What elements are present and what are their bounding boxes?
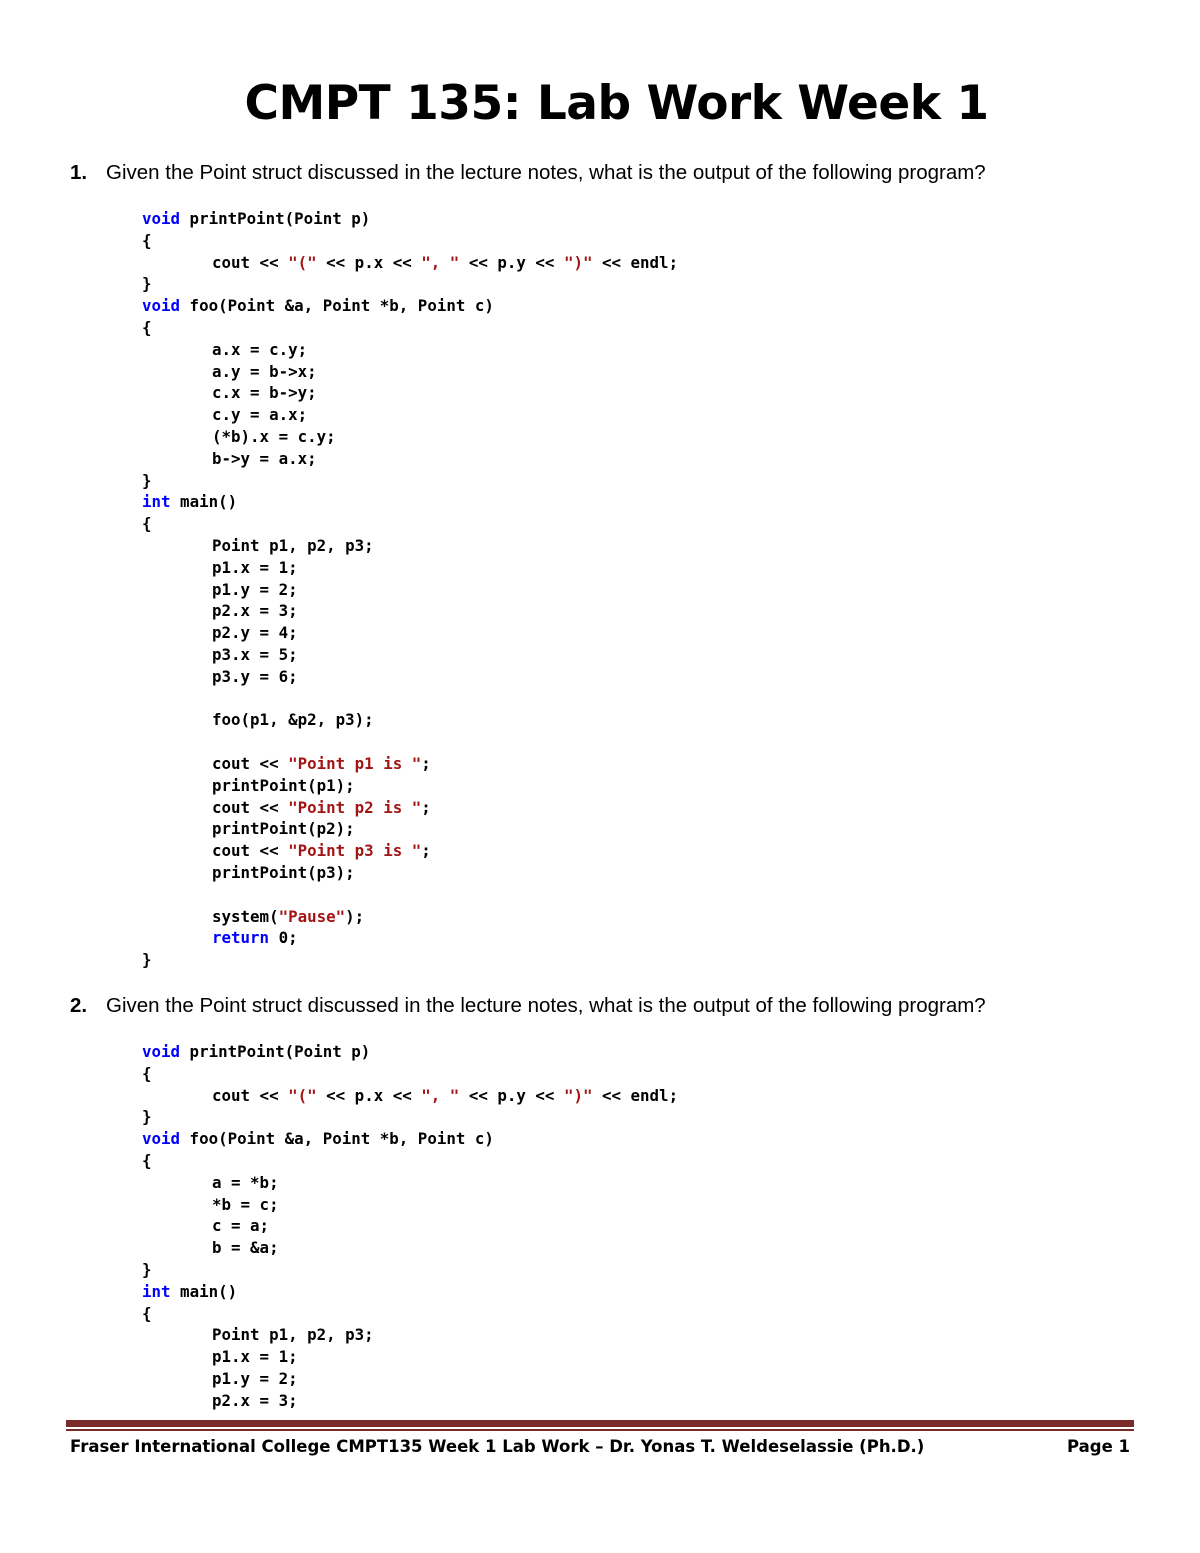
question-number: 2. <box>70 994 88 1017</box>
code-text: c = a; <box>212 1216 270 1236</box>
code-text: { <box>142 230 152 250</box>
code-text: printPoint(p3); <box>212 862 355 882</box>
code-text: ); <box>345 906 365 926</box>
code-text: cout << <box>212 1085 289 1105</box>
code-line <box>142 252 678 274</box>
code-line <box>142 709 678 731</box>
code-text: p1.x = 1; <box>212 1347 298 1367</box>
page-number: Page 1 <box>1066 1437 1130 1456</box>
code-keyword: return <box>212 928 270 948</box>
question-number: 1. <box>70 161 88 184</box>
code-line <box>142 1194 678 1216</box>
code-text: *b = c; <box>212 1194 279 1214</box>
code-text: a = *b; <box>212 1172 279 1192</box>
code-text: << p.y << <box>459 1085 564 1105</box>
code-text: main() <box>170 492 238 512</box>
footer-divider-thin <box>66 1429 1134 1431</box>
code-text: printPoint(p1); <box>212 775 355 795</box>
code-text: { <box>142 1063 152 1083</box>
code-string: ")" <box>563 1085 593 1105</box>
code-line <box>142 949 678 971</box>
code-line <box>142 579 678 601</box>
code-line <box>142 1172 678 1194</box>
code-line <box>142 622 678 644</box>
code-text: a.x = c.y; <box>212 339 308 359</box>
code-text: p1.x = 1; <box>212 557 298 577</box>
code-line <box>142 927 678 949</box>
code-line <box>142 1106 678 1128</box>
code-line <box>142 797 678 819</box>
code-keyword: void <box>142 209 181 228</box>
code-text: << p.x << <box>316 252 422 272</box>
code-text: printPoint(p2); <box>212 819 355 839</box>
code-string: "(" <box>288 1085 317 1105</box>
code-line <box>142 818 678 840</box>
code-line <box>142 1063 678 1085</box>
code-line <box>142 731 678 753</box>
code-text: p2.x = 3; <box>212 1390 298 1410</box>
code-keyword: void <box>142 296 181 316</box>
code-text: p1.y = 2; <box>212 1368 298 1388</box>
question-1 <box>70 160 1150 186</box>
code-text: p3.x = 5; <box>212 644 298 664</box>
code-line <box>142 1259 678 1281</box>
code-line <box>142 906 678 928</box>
code-line <box>142 666 678 688</box>
code-text: } <box>142 274 152 294</box>
code-line <box>142 426 678 448</box>
code-line <box>142 775 678 797</box>
code-line <box>142 1346 678 1368</box>
code-line <box>142 491 678 513</box>
code-text: Point p1, p2, p3; <box>212 1325 374 1345</box>
code-text: { <box>142 1150 152 1170</box>
code-text: ; <box>421 753 431 773</box>
code-text: c.x = b->y; <box>212 383 317 403</box>
code-text: foo(p1, &p2, p3); <box>212 710 374 730</box>
code-line <box>142 361 678 383</box>
code-text: cout << <box>212 753 289 773</box>
code-text: ; <box>421 797 431 817</box>
code-line <box>142 295 678 317</box>
code-line <box>142 230 678 252</box>
code-block-1 <box>142 208 678 971</box>
code-text: system( <box>212 906 279 926</box>
code-text: ; <box>421 841 431 861</box>
question-text: Given the Point struct discussed in the lecture notes, what is the output of the following program? <box>106 994 986 1017</box>
code-line <box>142 840 678 862</box>
code-text: { <box>142 317 152 337</box>
code-line <box>142 317 678 339</box>
code-line <box>142 1215 678 1237</box>
code-keyword: int <box>142 492 171 512</box>
code-line <box>142 448 678 470</box>
document-title: CMPT 135: Lab Work Week 1 <box>244 76 989 131</box>
code-text: << endl; <box>592 1085 679 1105</box>
code-line <box>142 273 678 295</box>
code-text: (*b).x = c.y; <box>212 426 336 446</box>
code-text: { <box>142 1303 152 1323</box>
code-string: ", " <box>421 1085 460 1105</box>
code-text: p1.y = 2; <box>212 579 298 599</box>
code-text: { <box>142 514 152 534</box>
code-line <box>142 1281 678 1303</box>
code-text: a.y = b->x; <box>212 361 317 381</box>
code-string: "Point p3 is " <box>288 841 422 861</box>
code-line <box>142 513 678 535</box>
code-line <box>142 862 678 884</box>
code-text: Point p1, p2, p3; <box>212 535 374 555</box>
code-text: b->y = a.x; <box>212 448 317 468</box>
question-2 <box>70 993 1150 1019</box>
footer-divider <box>66 1420 1134 1427</box>
code-text: main() <box>170 1281 238 1301</box>
code-line <box>142 557 678 579</box>
code-line <box>142 688 678 710</box>
code-line <box>142 884 678 906</box>
code-text: printPoint(Point p) <box>180 209 371 228</box>
code-text: cout << <box>212 797 289 817</box>
code-line <box>142 339 678 361</box>
code-keyword: void <box>142 1042 181 1061</box>
code-line <box>142 1085 678 1107</box>
code-line <box>142 1303 678 1325</box>
code-line <box>142 644 678 666</box>
code-text: << p.y << <box>459 252 564 272</box>
code-text: } <box>142 1259 152 1279</box>
code-text: << p.x << <box>316 1085 422 1105</box>
code-line <box>142 1390 678 1412</box>
question-text: Given the Point struct discussed in the lecture notes, what is the output of the following program? <box>106 161 986 184</box>
code-keyword: int <box>142 1281 171 1301</box>
code-block-2 <box>142 1041 678 1412</box>
code-text: c.y = a.x; <box>212 405 308 425</box>
code-keyword: void <box>142 1129 181 1149</box>
code-text: << endl; <box>592 252 679 272</box>
code-text: cout << <box>212 841 289 861</box>
code-text: foo(Point &a, Point *b, Point c) <box>180 1129 494 1149</box>
code-line <box>142 404 678 426</box>
code-string: "(" <box>288 252 317 272</box>
code-text: } <box>142 470 152 490</box>
code-line <box>142 382 678 404</box>
code-line <box>142 470 678 492</box>
code-text: 0; <box>269 928 298 948</box>
code-text: } <box>142 1107 152 1127</box>
code-text: p2.y = 4; <box>212 623 298 643</box>
code-line <box>142 208 678 230</box>
code-string: ")" <box>563 252 593 272</box>
code-line <box>142 1324 678 1346</box>
code-line <box>142 535 678 557</box>
code-text: foo(Point &a, Point *b, Point c) <box>180 296 494 316</box>
code-string: "Point p1 is " <box>288 753 422 773</box>
code-line <box>142 1128 678 1150</box>
code-text: cout << <box>212 252 289 272</box>
code-line <box>142 1041 678 1063</box>
code-text: p2.x = 3; <box>212 601 298 621</box>
code-string: "Pause" <box>278 906 346 926</box>
code-text: } <box>142 950 152 970</box>
code-text: p3.y = 6; <box>212 666 298 686</box>
code-text: b = &a; <box>212 1238 279 1258</box>
footer-text: Fraser International College CMPT135 Week 1 Lab Work – Dr. Yonas T. Weldeselassie (Ph.D.) <box>70 1437 925 1456</box>
code-string: ", " <box>421 252 460 272</box>
code-line <box>142 753 678 775</box>
code-text: printPoint(Point p) <box>180 1042 371 1061</box>
code-string: "Point p2 is " <box>288 797 422 817</box>
code-line <box>142 1150 678 1172</box>
code-line <box>142 600 678 622</box>
code-line <box>142 1368 678 1390</box>
code-line <box>142 1237 678 1259</box>
